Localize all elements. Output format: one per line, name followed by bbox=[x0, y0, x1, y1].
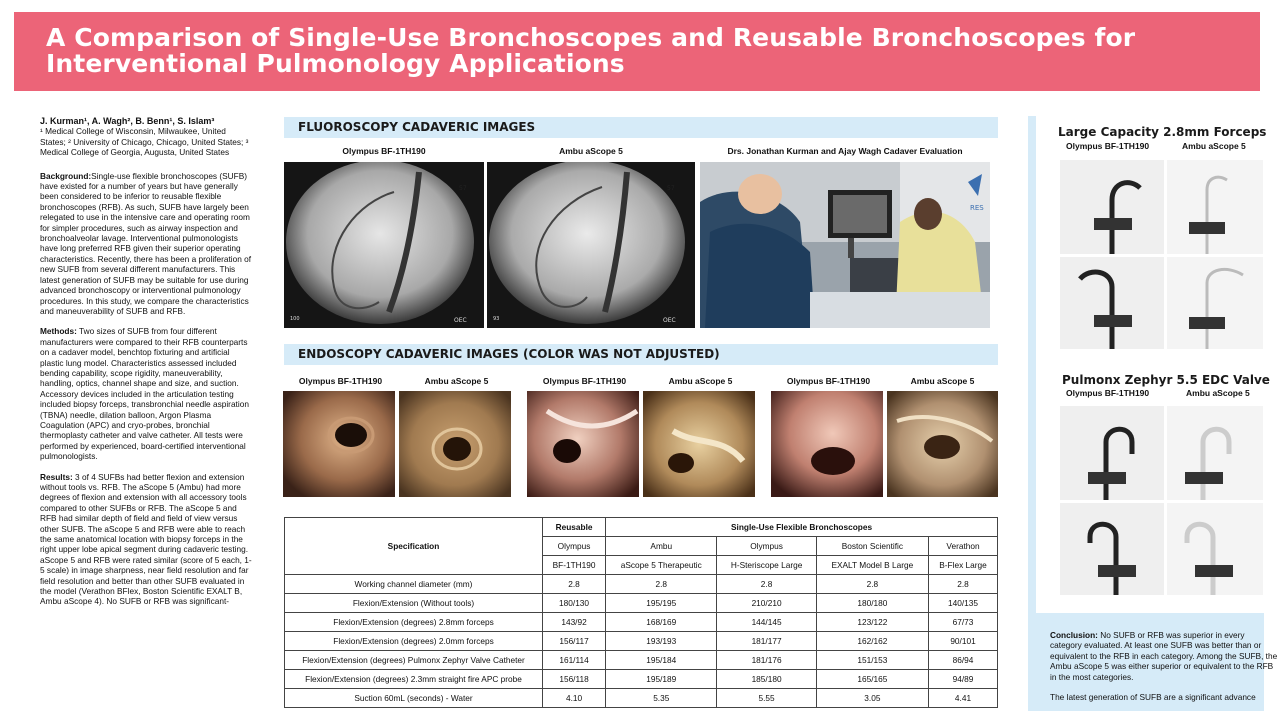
conclusion-text: No SUFB or RFB was superior in every category evaluated. At least one SUFB was better than or equivalent to the RFB in each category. Among the SUFB, the Ambu aScope 5 was either superior or equivalent to the RFB in the most categories. bbox=[1050, 630, 1278, 682]
table-row bbox=[285, 670, 998, 689]
forceps-image-ambu-2 bbox=[1167, 257, 1263, 349]
forceps-title: Large Capacity 2.8mm Forceps bbox=[1058, 125, 1267, 139]
table-cell: 151/153 bbox=[816, 651, 928, 670]
forceps-image-ambu-1 bbox=[1167, 160, 1263, 254]
endo-image-6 bbox=[887, 391, 998, 497]
valve-caption-olympus: Olympus BF-1TH190 bbox=[1066, 388, 1150, 398]
fluoro-image-ambu bbox=[487, 162, 695, 328]
table-cell: 156/118 bbox=[543, 670, 606, 689]
endo-graphic-6 bbox=[887, 391, 998, 497]
table-cell: 181/177 bbox=[717, 632, 816, 651]
row-label: Flexion/Extension (degrees) 2.3mm straight fire APC probe bbox=[285, 670, 543, 689]
endo-graphic-2 bbox=[399, 391, 511, 497]
results-paragraph bbox=[40, 472, 252, 607]
table-cell: 195/184 bbox=[606, 651, 717, 670]
manufacturer-cell: Olympus bbox=[717, 537, 816, 556]
svg-text:57: 57 bbox=[459, 185, 467, 192]
background-text: Single-use flexible bronchoscopes (SUFB) have existed for a number of years but have generally been considered to be inferior to reusable flexible bronchoscopes (RFB). As such, SUFB have largely been relegated to use in the intensive care and operating room for simpler procedures, such as airway inspection and bronchoalveolar lavage. Interventional pulmonologists have long preferred RFB given their superior operating characteristics. Recently, there has been a proliferation of new SUFB from several different manufacturers. This latest generation of SUFB may be suitable for use during advanced bronchoscopy or interventional pulmonology procedures. In this study, we compare the characteristics and maneuverability of SUFB and RFB. bbox=[40, 170, 252, 316]
poster-title: A Comparison of Single-Use Bronchoscopes and Reusable Bronchoscopes for Interventional Pulmonology Applications bbox=[46, 23, 1136, 78]
screen-logo-letters: RES bbox=[970, 204, 984, 212]
specification-table bbox=[284, 517, 998, 708]
manufacturer-cell: Olympus bbox=[543, 537, 606, 556]
row-label: Flexion/Extension (Without tools) bbox=[285, 594, 543, 613]
endo-caption-2: Ambu aScope 5 bbox=[424, 376, 489, 386]
model-cell: aScope 5 Therapeutic bbox=[606, 556, 717, 575]
forceps-caption-ambu: Ambu aScope 5 bbox=[1182, 141, 1246, 151]
table-cell: 123/122 bbox=[816, 613, 928, 632]
row-label: Flexion/Extension (degrees) 2.0mm forceps bbox=[285, 632, 543, 651]
table-cell: 2.8 bbox=[543, 575, 606, 594]
endo-caption-4: Ambu aScope 5 bbox=[668, 376, 733, 386]
table-cell: 67/73 bbox=[929, 613, 998, 632]
manufacturer-cell: Verathon bbox=[929, 537, 998, 556]
table-cell: 195/195 bbox=[606, 594, 717, 613]
title-banner bbox=[14, 12, 1260, 91]
valve-graphic-3 bbox=[1060, 503, 1164, 595]
table-cell: 144/145 bbox=[717, 613, 816, 632]
authors: J. Kurman¹, A. Wagh², B. Benn¹, S. Islam³ bbox=[40, 116, 215, 126]
affiliations: ¹ Medical College of Wisconsin, Milwaukee, United States; ² University of Chicago, Chicago, United States; ³ Medical College of Georgia, Augusta, United States bbox=[40, 126, 249, 158]
row-label: Suction 60mL (seconds) - Water bbox=[285, 689, 543, 708]
model-cell: H-Steriscope Large bbox=[717, 556, 816, 575]
endo-caption-6: Ambu aScope 5 bbox=[910, 376, 975, 386]
fluoro-caption-olympus: Olympus BF-1TH190 bbox=[342, 146, 426, 156]
cadaver-evaluation-photo bbox=[700, 162, 990, 328]
forceps-graphic-3 bbox=[1060, 257, 1164, 349]
conclusion-paragraph-2: The latest generation of SUFB are a significant advance bbox=[1050, 692, 1256, 703]
table-cell: 156/117 bbox=[543, 632, 606, 651]
table-row bbox=[285, 575, 998, 594]
table-cell: 185/180 bbox=[717, 670, 816, 689]
reusable-header: Reusable bbox=[543, 518, 606, 537]
manufacturer-cell: Boston Scientific bbox=[816, 537, 928, 556]
table-cell: 3.05 bbox=[816, 689, 928, 708]
table-cell: 5.55 bbox=[717, 689, 816, 708]
conclusion-paragraph bbox=[1050, 630, 1278, 682]
table-row bbox=[285, 632, 998, 651]
row-label: Working channel diameter (mm) bbox=[285, 575, 543, 594]
results-text: 3 of 4 SUFBs had better flexion and extension without tools vs. RFB. The aScope 5 (Ambu) had more degrees of flexion and extension with all accessory tools compared to other SUFBs or RFB. The aScope 5 and RFB had similar depth of field and field of view versus other SUFB. The aScope 5 and RFB were able to reach the same anatomical location with biopsy forceps in the right upper lobe apical segment during cadaveric testing. aScope 5 and RFB were rated similar (score of 5 each, 1-5 scale) in image sharpness, near field resolution and far field resolution and better than other SUFB evaluated in the model (Verathon BFlex, Boston Scientific EXALT B, Ambu aScope 4). No SUFB or RFB was significant- bbox=[40, 471, 252, 607]
table-cell: 143/92 bbox=[543, 613, 606, 632]
table-cell: 168/169 bbox=[606, 613, 717, 632]
model-cell: EXALT Model B Large bbox=[816, 556, 928, 575]
row-label: Flexion/Extension (degrees) Pulmonx Zephyr Valve Catheter bbox=[285, 651, 543, 670]
endo-graphic-3 bbox=[527, 391, 639, 497]
valve-image-olympus-2 bbox=[1060, 503, 1164, 595]
table-row bbox=[285, 594, 998, 613]
fluoro-image-olympus bbox=[284, 162, 484, 328]
forceps-graphic-2 bbox=[1167, 160, 1263, 254]
table-cell: 94/89 bbox=[929, 670, 998, 689]
endo-graphic-5 bbox=[771, 391, 883, 497]
table-cell: 180/130 bbox=[543, 594, 606, 613]
conclusion-label: Conclusion: bbox=[1050, 630, 1098, 640]
table-cell: 4.41 bbox=[929, 689, 998, 708]
endo-caption-1: Olympus BF-1TH190 bbox=[298, 376, 383, 386]
table-cell: 210/210 bbox=[717, 594, 816, 613]
svg-text:100: 100 bbox=[290, 316, 300, 322]
endo-image-3 bbox=[527, 391, 639, 497]
spec-header: Specification bbox=[285, 518, 543, 575]
table-row bbox=[285, 613, 998, 632]
fluoro-olympus-graphic bbox=[284, 162, 484, 328]
svg-text:57: 57 bbox=[667, 185, 675, 192]
valve-graphic-1 bbox=[1060, 406, 1164, 500]
table-cell: 181/176 bbox=[717, 651, 816, 670]
methods-paragraph bbox=[40, 326, 252, 461]
endo-caption-3: Olympus BF-1TH190 bbox=[542, 376, 627, 386]
fluoro-caption-ambu: Ambu aScope 5 bbox=[559, 146, 623, 156]
table-cell: 4.10 bbox=[543, 689, 606, 708]
valve-graphic-4 bbox=[1167, 503, 1263, 595]
svg-text:OEC: OEC bbox=[454, 317, 467, 324]
methods-label: Methods: bbox=[40, 326, 77, 337]
single-use-header: Single-Use Flexible Bronchoscopes bbox=[606, 518, 998, 537]
forceps-image-olympus-1 bbox=[1060, 160, 1164, 254]
table-cell: 86/94 bbox=[929, 651, 998, 670]
cadaver-photo-graphic bbox=[700, 162, 990, 328]
manufacturer-cell: Ambu bbox=[606, 537, 717, 556]
forceps-image-olympus-2 bbox=[1060, 257, 1164, 349]
background-label: Background: bbox=[40, 170, 92, 181]
results-label: Results: bbox=[40, 471, 73, 482]
table-cell: 165/165 bbox=[816, 670, 928, 689]
forceps-graphic-4 bbox=[1167, 257, 1263, 349]
table-cell: 2.8 bbox=[929, 575, 998, 594]
conclusion-block bbox=[1050, 630, 1278, 711]
endoscopy-header: ENDOSCOPY CADAVERIC IMAGES (COLOR WAS NOT ADJUSTED) bbox=[284, 344, 998, 365]
table-cell: 2.8 bbox=[606, 575, 717, 594]
endo-image-2 bbox=[399, 391, 511, 497]
abstract-column bbox=[40, 116, 252, 711]
table-cell: 162/162 bbox=[816, 632, 928, 651]
endo-image-4 bbox=[643, 391, 755, 497]
model-cell: B-Flex Large bbox=[929, 556, 998, 575]
svg-text:93: 93 bbox=[493, 316, 500, 322]
valve-caption-ambu: Ambu aScope 5 bbox=[1186, 388, 1250, 398]
endo-image-5 bbox=[771, 391, 883, 497]
background-paragraph bbox=[40, 171, 252, 317]
valve-image-olympus-1 bbox=[1060, 406, 1164, 500]
forceps-graphic-1 bbox=[1060, 160, 1164, 254]
table-cell: 2.8 bbox=[717, 575, 816, 594]
table-cell: 140/135 bbox=[929, 594, 998, 613]
table-cell: 193/193 bbox=[606, 632, 717, 651]
fluoro-caption-cadaver: Drs. Jonathan Kurman and Ajay Wagh Cadaver Evaluation bbox=[727, 146, 963, 156]
table-cell: 161/114 bbox=[543, 651, 606, 670]
table-row bbox=[285, 689, 998, 708]
endo-image-1 bbox=[283, 391, 395, 497]
valve-title: Pulmonx Zephyr 5.5 EDC Valve bbox=[1062, 373, 1270, 387]
svg-text:OEC: OEC bbox=[663, 317, 676, 324]
table-cell: 180/180 bbox=[816, 594, 928, 613]
table-cell: 2.8 bbox=[816, 575, 928, 594]
table-cell: 195/189 bbox=[606, 670, 717, 689]
valve-image-ambu-2 bbox=[1167, 503, 1263, 595]
endo-graphic-1 bbox=[283, 391, 395, 497]
endo-caption-5: Olympus BF-1TH190 bbox=[786, 376, 871, 386]
fluoroscopy-header: FLUOROSCOPY CADAVERIC IMAGES bbox=[284, 117, 998, 138]
methods-text: Two sizes of SUFB from four different manufacturers were compared to their RFB counterparts on a cadaver model, benchtop fixturing and artificial plastic lung model. Characteristics assessed included bending capability, scope rigidity, maneuverability, handling, optics, channel shape and size, and suction. Accessory devices included in the articulation testing included biopsy forceps, transbronchial needle aspiration (TBNA) needle, dilation balloon, Argon Plasma Coagulation (APC) and cryo-probes, bronchial thermoplasty catheter and valve catheter. All tests were performed by experienced, board-certified interventional pulmonologists. bbox=[40, 326, 249, 462]
table-cell: 5.35 bbox=[606, 689, 717, 708]
model-cell: BF-1TH190 bbox=[543, 556, 606, 575]
forceps-caption-olympus: Olympus BF-1TH190 bbox=[1066, 141, 1150, 151]
fluoro-ambu-graphic bbox=[487, 162, 695, 328]
table-header-row bbox=[285, 518, 998, 537]
table-cell: 90/101 bbox=[929, 632, 998, 651]
row-label: Flexion/Extension (degrees) 2.8mm forceps bbox=[285, 613, 543, 632]
table-row bbox=[285, 651, 998, 670]
endo-graphic-4 bbox=[643, 391, 755, 497]
valve-image-ambu-1 bbox=[1167, 406, 1263, 500]
valve-graphic-2 bbox=[1167, 406, 1263, 500]
